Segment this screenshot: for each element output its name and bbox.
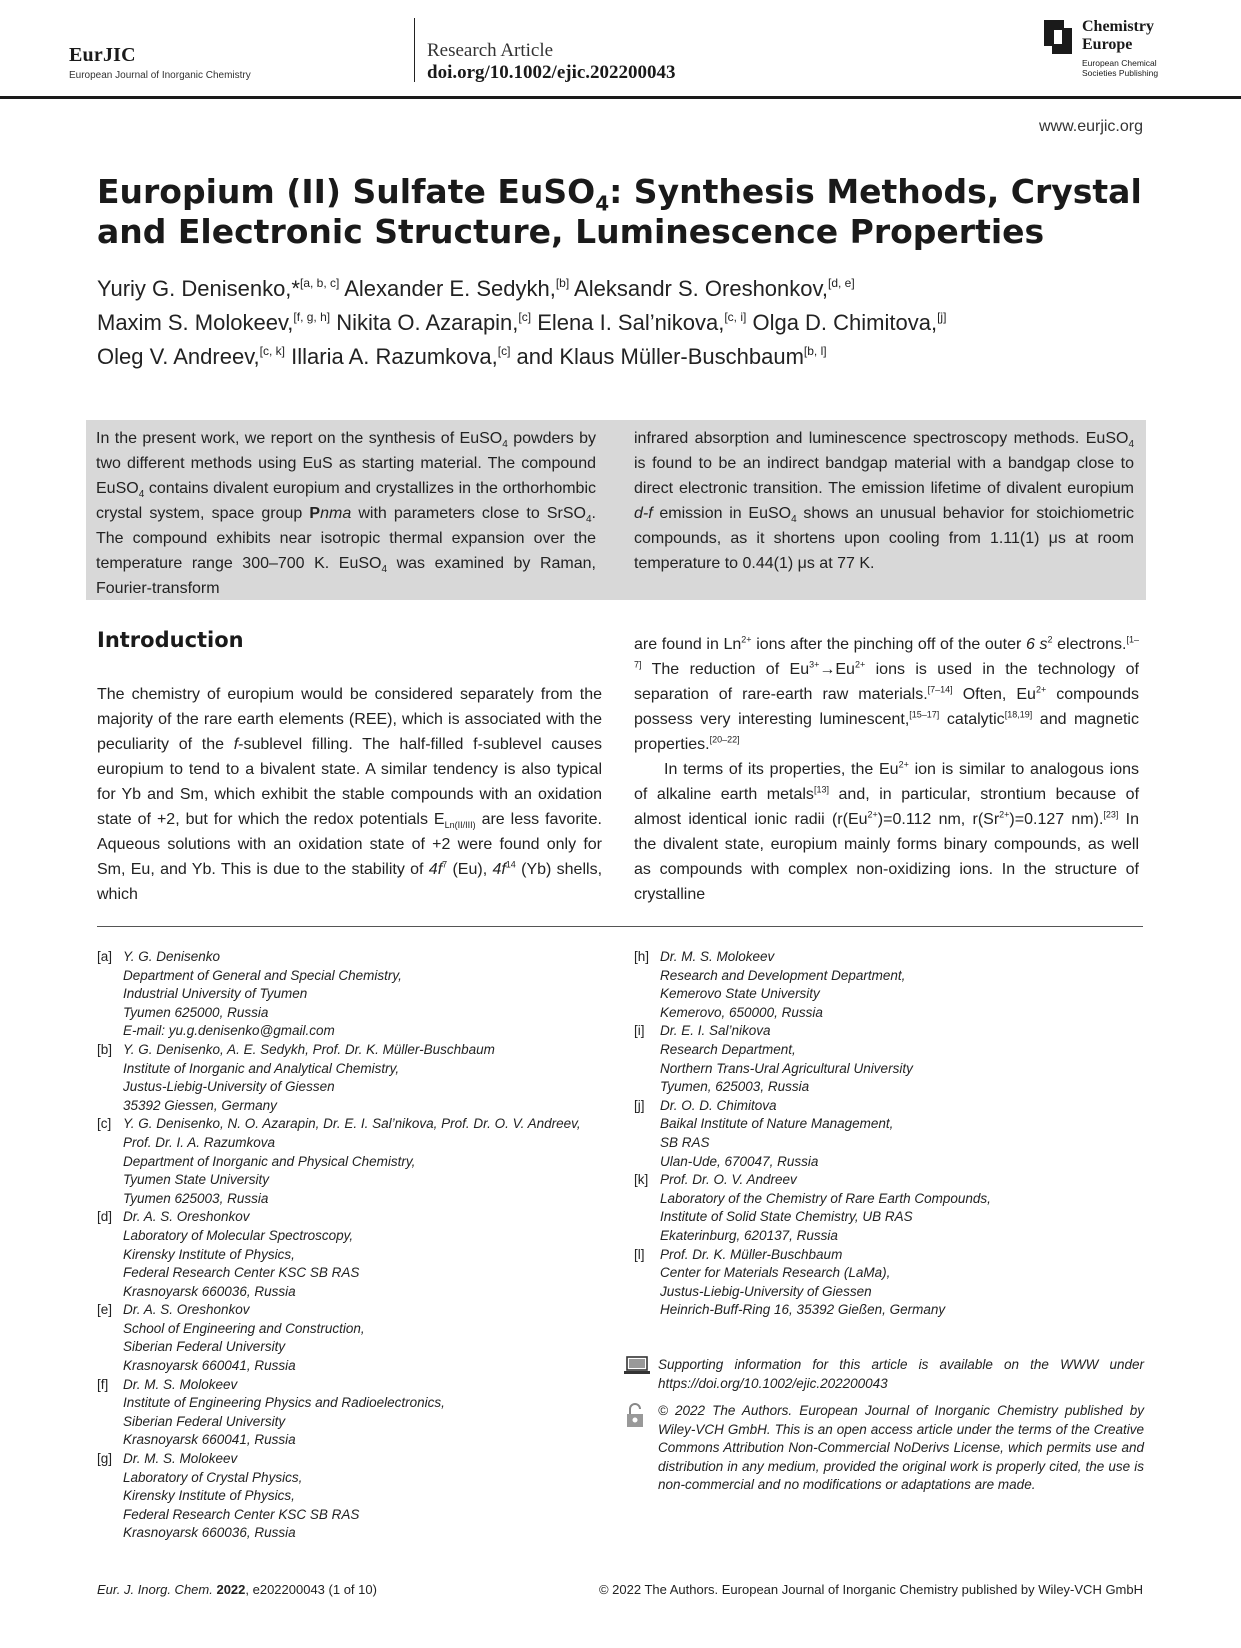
body-text: are less favorite. Aqueous solutions with an oxidation state of +2 were found only for Sm, Eu, and Yb. This is due to the stability of: [97, 811, 602, 878]
italic-term: f: [233, 736, 239, 753]
affiliation-address: [123, 1115, 581, 1208]
affiliation-address: [660, 1171, 991, 1245]
affiliation-entry: [97, 1450, 617, 1543]
affiliation-line: Kemerovo, 650000, Russia: [660, 1004, 823, 1020]
italic-term: 4f: [492, 861, 506, 878]
journal-citation-name: Eur. J. Inorg. Chem.: [97, 1582, 213, 1597]
affiliations-right-column: [634, 948, 1144, 1320]
affiliation-entry: [634, 948, 1144, 1022]
introduction-left-column: [97, 682, 602, 907]
journal-abbreviation: EurJIC: [69, 44, 136, 66]
affiliation-line: Krasnoyarsk 660041, Russia: [123, 1358, 296, 1374]
affiliation-line: Prof. Dr. O. V. Andreev: [660, 1172, 797, 1188]
body-text: catalytic: [939, 711, 1005, 728]
section-heading-introduction: Introduction: [97, 628, 244, 652]
affiliation-line: Justus-Liebig-University of Giessen: [123, 1079, 335, 1095]
affiliation-address: [123, 1450, 359, 1543]
subscript: 4: [502, 439, 508, 451]
intro-paragraph-1: [634, 632, 1139, 757]
citation-year: 2022: [216, 1582, 246, 1597]
affiliation-tag: [f]: [97, 1376, 109, 1392]
affiliation-entry: [97, 1115, 617, 1208]
affiliation-line: Dr. M. S. Molokeev: [123, 1451, 238, 1467]
superscript: 3+: [809, 659, 820, 670]
abstract-text: infrared absorption and luminescence spectroscopy methods. EuSO: [634, 430, 1129, 447]
affiliation-address: [123, 1041, 495, 1115]
supporting-info-text[interactable]: Supporting information for this article is available on the WWW under https://doi.org/10.1002/ejic.202200043: [658, 1357, 1144, 1391]
italic-term: 4f: [428, 861, 443, 878]
affiliation-line: Ulan-Ude, 670047, Russia: [660, 1153, 819, 1169]
author-name: Alexander E. Sedykh,: [339, 276, 556, 301]
author-affiliation-marker: [f, g, h]: [293, 310, 331, 324]
superscript: 7: [442, 859, 448, 870]
logo-text-europe: Europe: [1082, 36, 1133, 53]
article-doi-link[interactable]: doi.org/10.1002/ejic.202200043: [427, 62, 676, 83]
header-divider: [414, 18, 415, 82]
affiliation-address: [660, 1246, 945, 1320]
open-access-lock-icon: [624, 1402, 658, 1495]
journal-website-link[interactable]: www.eurjic.org: [1038, 118, 1143, 135]
author-name: Olga D. Chimitova,: [746, 310, 938, 335]
affiliation-line: Prof. Dr. I. A. Razumkova: [123, 1134, 276, 1150]
italic-term: 6 s: [1025, 636, 1048, 653]
affiliation-entry: [97, 1208, 617, 1301]
body-text: ions after the pinching off of the outer: [751, 636, 1026, 653]
author-name: Elena I. Sal’nikova,: [531, 310, 725, 335]
title-text-1: Europium (II) Sulfate EuSO: [97, 172, 596, 211]
author-affiliation-marker: [c, k]: [259, 344, 286, 358]
subscript: 4: [1128, 439, 1134, 451]
abstract-right-column: [634, 426, 1134, 576]
abstract-text: is found to be an indirect bandgap material with a bandgap close to direct electronic transition. The emission lifetime of divalent europium: [634, 455, 1134, 497]
affiliation-tag: [d]: [97, 1209, 113, 1225]
chemistry-europe-logo-icon: [1044, 20, 1072, 54]
affiliation-entry: [97, 1376, 617, 1450]
body-text: Often, Eu: [952, 686, 1036, 703]
abstract-text: shows an unusual behavior for stoichiometric compounds, as it shortens upon cooling from 1.11(1) μs at room temperature to 0.44(1) μs at 77 K.: [634, 505, 1134, 572]
body-text: electrons.: [1052, 636, 1127, 653]
article-type: Research Article: [427, 40, 554, 61]
subscript: 4: [138, 489, 145, 501]
author-affiliation-marker: [c]: [497, 344, 511, 358]
author-name: Yuriy G. Denisenko,*: [97, 276, 300, 301]
abstract-text: with parameters close to SrSO: [351, 505, 586, 522]
affiliation-line: Institute of Inorganic and Analytical Chemistry,: [123, 1060, 400, 1076]
citation-link[interactable]: [13]: [813, 784, 829, 795]
superscript: 2+: [867, 809, 878, 820]
author-affiliation-marker: [c]: [518, 310, 532, 324]
affiliation-tag: [i]: [634, 1023, 645, 1039]
affiliation-line: Industrial University of Tyumen: [123, 986, 308, 1002]
body-text: and magnetic properties.: [634, 711, 1139, 753]
body-text: (Eu),: [447, 861, 493, 878]
affiliation-address: [660, 948, 905, 1022]
affiliation-line: Kemerovo State University: [660, 986, 820, 1002]
author-name: Nikita O. Azarapin,: [330, 310, 519, 335]
subscript: 4: [381, 564, 388, 576]
affiliation-line: Siberian Federal University: [123, 1413, 286, 1429]
body-text: In the divalent state, europium mainly forms binary compounds, as well as compounds with complex non-oxidizing ions. In the structure of crystalline: [634, 811, 1139, 903]
affiliation-line: Dr. A. S. Oreshonkov: [123, 1302, 250, 1318]
chemistry-europe-logo[interactable]: [1044, 18, 1184, 82]
affiliation-entry: [97, 948, 617, 1041]
copyright-footer: © 2022 The Authors. European Journal of Inorganic Chemistry published by Wiley-VCH GmbH: [598, 1582, 1143, 1597]
affiliation-line: Heinrich-Buff-Ring 16, 35392 Gießen, Germany: [660, 1302, 946, 1318]
superscript: 14: [505, 859, 516, 870]
abstract-text: powders by two different methods using EuS as starting material. The compound EuSO: [96, 430, 596, 497]
author-affiliation-marker: [j]: [937, 310, 947, 324]
affiliation-line: Dr. M. S. Molokeev: [660, 949, 775, 964]
body-text: (Yb) shells, which: [97, 861, 603, 903]
affiliations-left-column: [97, 948, 617, 1543]
title-subscript: 4: [595, 191, 610, 216]
affiliation-line: School of Engineering and Construction,: [123, 1320, 365, 1336]
citation-footer: [97, 1582, 377, 1597]
author-affiliation-marker: [d, e]: [828, 276, 855, 290]
affiliation-tag: [c]: [97, 1116, 112, 1132]
abstract-left-column: [96, 426, 596, 601]
affiliation-line: Dr. A. S. Oreshonkov: [123, 1209, 250, 1225]
affiliation-tag: [b]: [97, 1041, 113, 1057]
affiliation-line: Federal Research Center KSC SB RAS: [123, 1506, 360, 1522]
affiliation-line: Y. G. Denisenko, N. O. Azarapin, Dr. E. I. Sal’nikova, Prof. Dr. O. V. Andreev,: [123, 1116, 581, 1132]
affiliation-line: Kirensky Institute of Physics,: [123, 1488, 295, 1504]
affiliation-line: Center for Materials Research (LaMa),: [660, 1265, 891, 1281]
author-name: Oleg V. Andreev,: [97, 344, 260, 369]
author-affiliation-marker: [a, b, c]: [299, 276, 340, 290]
affiliation-line: Federal Research Center KSC SB RAS: [123, 1265, 360, 1281]
affiliation-line: Tyumen 625003, Russia: [123, 1190, 269, 1206]
affiliation-line: Tyumen 625000, Russia: [123, 1004, 269, 1020]
body-text: )=0.112 nm, r(Sr: [877, 811, 1000, 828]
affiliation-address: [123, 1376, 445, 1450]
superscript: 2+: [1035, 684, 1047, 695]
affiliation-line: Krasnoyarsk 660036, Russia: [123, 1525, 296, 1541]
affiliation-line: Northern Trans-Ural Agricultural University: [660, 1060, 913, 1076]
author-affiliation-marker: [b, l]: [803, 344, 827, 358]
superscript: 2+: [741, 634, 752, 645]
affiliation-entry: [634, 1097, 1144, 1171]
abstract-box: [86, 420, 1146, 600]
affiliation-line[interactable]: E-mail: yu.g.denisenko@gmail.com: [123, 1023, 335, 1039]
logo-subtext-1: European Chemical: [1082, 58, 1157, 68]
affiliation-line: Kirensky Institute of Physics,: [123, 1246, 295, 1262]
citation-link[interactable]: [7–14]: [927, 684, 953, 695]
affiliation-line: Laboratory of Crystal Physics,: [123, 1469, 303, 1485]
affiliation-line: Dr. O. D. Chimitova: [660, 1097, 777, 1113]
affiliation-line: Krasnoyarsk 660036, Russia: [123, 1283, 296, 1299]
subscript: 4: [585, 514, 592, 526]
affiliation-tag: [l]: [634, 1246, 645, 1262]
affiliation-entry: [97, 1301, 617, 1375]
body-text: are found in Ln: [634, 636, 742, 653]
affiliation-line: Y. G. Denisenko: [123, 949, 221, 964]
supporting-info-note: [624, 1356, 1144, 1393]
italic-term: d-f: [634, 505, 653, 522]
logo-subtext-2: Societies Publishing: [1082, 68, 1159, 78]
affiliation-tag: [g]: [97, 1451, 113, 1467]
affiliation-line: Laboratory of Molecular Spectroscopy,: [123, 1227, 354, 1243]
affiliation-line: Ekaterinburg, 620137, Russia: [660, 1227, 838, 1243]
author-list: [97, 272, 1147, 374]
affiliation-line: Research Department,: [660, 1041, 796, 1057]
body-text: ion is similar to analogous ions of alkaline earth metals: [634, 761, 1139, 803]
affiliation-address: [660, 1022, 913, 1096]
affiliation-entry: [634, 1022, 1144, 1096]
body-text: The chemistry of europium would be considered separately from the majority of the rare earth elements (REE), which is associated with the peculiarity of the: [97, 686, 602, 753]
affiliation-tag: [j]: [634, 1097, 645, 1113]
affiliation-line: Tyumen State University: [123, 1172, 270, 1188]
affiliation-line: Research and Development Department,: [660, 967, 906, 983]
superscript: 2+: [999, 809, 1010, 820]
logo-text-chemistry: Chemistry: [1082, 18, 1154, 35]
superscript: 2+: [854, 659, 866, 670]
affiliation-line: Justus-Liebig-University of Giessen: [660, 1283, 872, 1299]
affiliation-tag: [a]: [97, 949, 113, 964]
citation-link[interactable]: [18,19]: [1004, 709, 1033, 720]
subscript: Ln(II/III): [444, 820, 476, 831]
affiliation-line: Department of Inorganic and Physical Chemistry,: [123, 1153, 416, 1169]
footnote-separator: [97, 926, 1143, 927]
affiliation-line: Y. G. Denisenko, A. E. Sedykh, Prof. Dr. K. Müller-Buschbaum: [123, 1041, 495, 1057]
affiliation-line: Institute of Solid State Chemistry, UB RAS: [660, 1209, 913, 1225]
body-text: ions is used in the technology of separation of rare-earth raw materials.: [634, 661, 1139, 703]
space-group-bold: P: [309, 505, 321, 522]
affiliation-line: SB RAS: [660, 1134, 710, 1150]
affiliation-entry: [634, 1171, 1144, 1245]
article-title: [97, 172, 1157, 252]
author-name: Maxim S. Molokeev,: [97, 310, 294, 335]
intro-paragraph-2: [634, 757, 1139, 907]
abstract-text: contains divalent europium and crystallizes in the orthorhombic crystal system, space group: [96, 480, 596, 522]
affiliation-line: Department of General and Special Chemistry,: [123, 967, 402, 983]
introduction-right-column: [634, 632, 1139, 907]
citation-link[interactable]: [1–7]: [634, 634, 1140, 670]
citation-link[interactable]: [20–22]: [709, 734, 740, 745]
license-note: [624, 1402, 1144, 1495]
title-text-2: : Synthesis Methods, Crystal and Electronic Structure, Luminescence Properties: [97, 172, 1142, 251]
abstract-text: emission in EuSO: [652, 505, 792, 522]
affiliation-line: Krasnoyarsk 660041, Russia: [123, 1432, 296, 1448]
affiliation-line: Baikal Institute of Nature Management,: [660, 1116, 894, 1132]
affiliation-line: Dr. E. I. Sal’nikova: [660, 1023, 771, 1039]
author-name: Aleksandr S. Oreshonkov,: [569, 276, 828, 301]
affiliation-line: Prof. Dr. K. Müller-Buschbaum: [660, 1246, 843, 1262]
affiliation-address: [123, 1208, 359, 1301]
abstract-text: . The compound exhibits near isotropic thermal expansion over the temperature range 300–700 K. EuSO: [96, 505, 596, 572]
body-text: and, in particular, strontium because of almost identical ionic radii (r(Eu: [634, 786, 1140, 828]
superscript: 2: [1047, 634, 1053, 645]
affiliation-entry: [634, 1246, 1144, 1320]
citation-article-number: , e202200043 (1 of 10): [245, 1582, 377, 1597]
header-rule: [0, 96, 1241, 99]
body-text: compounds possess very interesting luminescent,: [634, 686, 1139, 728]
affiliation-address: [660, 1097, 893, 1171]
affiliation-line: 35392 Giessen, Germany: [123, 1097, 277, 1113]
abstract-text: In the present work, we report on the synthesis of EuSO: [96, 430, 503, 447]
body-text: )=0.127 nm).: [1009, 811, 1104, 828]
affiliation-line: Institute of Engineering Physics and Radioelectronics,: [123, 1395, 445, 1411]
body-text: -sublevel filling. The half-filled f-sublevel causes europium to tend to a bivalent state. A similar tendency is also typical for Yb and Sm, which exhibit the stable compounds with an oxidation state of +2, but for which the redox potentials E: [97, 736, 602, 828]
citation-link[interactable]: [23]: [1103, 809, 1119, 820]
affiliation-line: Tyumen, 625003, Russia: [660, 1079, 810, 1095]
subscript: 4: [791, 514, 797, 526]
body-text: The reduction of Eu: [641, 661, 810, 678]
journal-full-name: European Journal of Inorganic Chemistry: [69, 70, 251, 81]
author-affiliation-marker: [b]: [555, 276, 570, 290]
body-text: →Eu: [819, 661, 855, 678]
affiliation-entry: [97, 1041, 617, 1115]
author-name: and Klaus Müller-Buschbaum: [510, 344, 804, 369]
affiliation-address: [123, 948, 402, 1041]
superscript: 2+: [898, 759, 909, 770]
body-text: In terms of its properties, the Eu: [664, 761, 899, 778]
space-group-italic: nma: [320, 505, 352, 522]
author-affiliation-marker: [c, i]: [724, 310, 747, 324]
author-name: Illaria A. Razumkova,: [285, 344, 498, 369]
license-text: © 2022 The Authors. European Journal of Inorganic Chemistry published by Wiley-VCH GmbH. This is an open access article under the terms of the Creative Commons Attribution Non-Commercial NoDerivs License, which permits use and distribution in any medium, provided the original work is properly cited, the use is non-commercial and no modifications or adaptations are made.: [658, 1403, 1144, 1493]
affiliation-address: [123, 1301, 365, 1375]
citation-link[interactable]: [15–17]: [909, 709, 940, 720]
affiliation-line: Dr. M. S. Molokeev: [123, 1376, 238, 1392]
affiliation-tag: [k]: [634, 1172, 649, 1188]
affiliation-tag: [h]: [634, 949, 650, 964]
abstract-text: was examined by Raman, Fourier-transform: [96, 555, 596, 597]
computer-icon: [624, 1356, 658, 1393]
affiliation-tag: [e]: [97, 1302, 113, 1318]
affiliation-line: Siberian Federal University: [123, 1339, 286, 1355]
affiliation-line: Laboratory of the Chemistry of Rare Earth Compounds,: [660, 1190, 991, 1206]
